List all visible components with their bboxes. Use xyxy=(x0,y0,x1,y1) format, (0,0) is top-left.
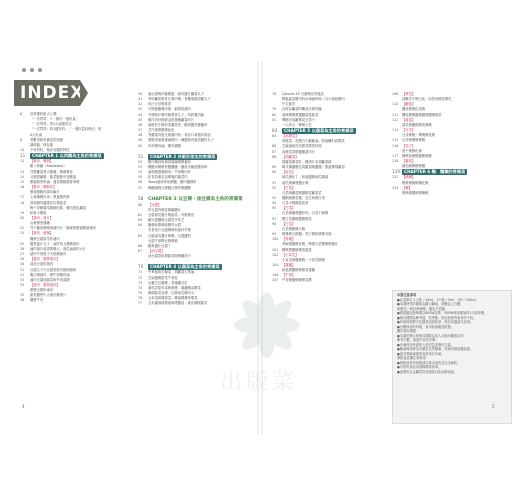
index-page-number: 98 xyxy=(272,221,277,226)
index-entry-text: CHAPTER 2 丼飯好朋友的常備菜 xyxy=(150,153,216,159)
index-page-number: 116 xyxy=(392,143,399,148)
index-entry-text: 蔥燒美南雞蛋調燒肉（辣醬豬肉湯蒸醬肉丸子 xyxy=(148,138,214,143)
index-page-number: 99 xyxy=(272,232,277,237)
page-number-left: 4 xyxy=(22,404,25,409)
index-entry-text: 鯖魚醬汁豆腐丁 xyxy=(148,243,172,248)
notes-title: 本書注意事項 xyxy=(397,293,417,297)
index-page-number: 41 xyxy=(138,97,143,102)
index-entry-text: 南瓜燒化丁／和風醬燒南瓜濃湯 xyxy=(282,175,329,180)
index-entry-text: 菠菜燒醬燒燒菜燉燒 xyxy=(402,122,432,127)
left-index-column-1 xyxy=(20,112,132,304)
index-entry-text: 燉燒蔥醬燒燒菜蔬菜 xyxy=(282,247,312,252)
index-entry-text: 豆腐南瓜醬汁燒雞／豆腐醬煎 xyxy=(148,233,191,238)
index-page-number: 94 xyxy=(272,201,277,206)
index-entry-text: 牛生鮭肉 xyxy=(282,102,296,107)
notes-line: ●保鮮盒使用前後請以熱水清洗並完全晾乾。 xyxy=(397,360,461,365)
index-entry-text: 洋蔥蘿蔔煮大雞腿／雞燉蕈菇 xyxy=(30,169,73,174)
watermark-logo xyxy=(212,285,322,395)
index-entry-text: 【麵】 xyxy=(402,185,412,190)
index-page-number: 67 xyxy=(138,249,143,254)
index-page-number: 89 xyxy=(272,165,277,170)
index-entry-text: 4大好處 xyxy=(30,132,42,137)
index-entry-text: 滷肉蛋片菇香蔥燉大／南瓜滷豬肉大片 xyxy=(30,246,87,251)
index-entry-text: 蒜醃瓜不燒白化／涼拌秋燒蒜燒瓜 xyxy=(402,97,452,102)
index-page-number: 52 xyxy=(138,159,143,164)
index-entry-text: 【豆芽】 xyxy=(402,128,416,133)
index-entry-text: CHAPTER 4 以蔬菜為主角的常備菜 xyxy=(150,264,220,270)
index-page-number: 19 xyxy=(20,210,25,215)
index-entry-text: 一口炸豆／雞燉土性 xyxy=(282,122,312,127)
index-page-number: 25 xyxy=(20,241,25,246)
index-entry-text: 甜美醬煎牛大豬肉雞蛋片 xyxy=(30,293,67,298)
index-page-number: 43 xyxy=(138,107,143,112)
index-entry-text: 【雞肉．雞胸】 xyxy=(30,159,54,164)
index-page-number: 45 xyxy=(138,117,143,122)
notes-line: ●料理時請將手及器具清洗乾淨，保存容器請先消毒。 xyxy=(397,320,474,324)
index-page-number: 78 xyxy=(272,92,277,96)
index-entry-text: 和風燒醬燒燒燉菜蓮藕 xyxy=(282,268,315,273)
index-entry-text: 蒜泥豆豉的豬肉 xyxy=(30,262,54,267)
index-page-number: 60 xyxy=(138,202,143,207)
right-index-column-1 xyxy=(272,92,384,284)
index-entry-text: 豆芽燒燉燉燒燒 xyxy=(402,138,426,143)
notes-line: ●本書使用的醬油為濃口醬油，砂糖為上白糖， xyxy=(397,302,464,306)
index-entry-text: 【豬肉．優質豬肉】 xyxy=(30,283,60,287)
index-page-number: 104 xyxy=(272,263,279,267)
index-page-number: 33 xyxy=(20,277,25,282)
index-entry-text: 叉燒甜鹹雞／蔬菜腿雞中翅雞翅 xyxy=(30,174,77,179)
index-page-number: 77 xyxy=(138,301,143,306)
index-entry-text: 高麗菜蒸燉醬醋甜肉片 xyxy=(282,149,315,154)
index-entry-text: CHAPTER 3 以豆腐・油豆腐為主角的常備菜 xyxy=(148,196,243,202)
index-entry-text: 韓國蔬菜蒜燒／紅燒南瓜燉肉丸 xyxy=(148,291,195,295)
index-entry-text: 茄子燒燒化燒 xyxy=(402,148,422,153)
index-entry-text: 梅干青紫蘇瓜雞胸肉捲／雞肉蛋包蘿蔔 xyxy=(30,205,87,210)
index-entry-text: 【菠菜】 xyxy=(402,117,416,122)
index-page-number: 15 xyxy=(20,179,25,184)
index-entry-text: 【燒瓜】 xyxy=(402,92,416,96)
index-page-number: 49 xyxy=(138,138,143,143)
index-entry-text: 輕鬆蔬菜燉肉料水凍豬料理（以小豬菇燉肉 xyxy=(282,97,345,102)
index-entry-text: 【茄子】 xyxy=(402,143,416,148)
index-entry-text: 山藥芝豆醬燒／蒸蓮藕沙拉 xyxy=(148,280,188,285)
index-page-number: 34 xyxy=(20,283,25,287)
index-entry-text: CHAPTER 5 以蔬菜為主角的常備菜 xyxy=(284,128,354,134)
index-entry xyxy=(392,191,510,196)
index-page-number: 20 xyxy=(20,215,25,220)
index-page-number: 50 xyxy=(138,143,143,148)
index-entry-text: 【高麗菜】 xyxy=(282,134,299,139)
index-page-number: 27 xyxy=(20,252,25,257)
index-entry-text: 蘑菇燉燒醬燒醬燒醬燒燒菜 xyxy=(402,112,442,117)
index-entry-text: 麻燉長牛鮮奶香濃蒸煮／糖漬醬蒸雞醋肉 xyxy=(148,122,208,127)
notes-line: 保鮮盒清潔注意事項 xyxy=(397,356,426,360)
index-page-number: 90 xyxy=(272,170,277,175)
index-page-number: 75 xyxy=(138,291,143,295)
index-page-number: 53 xyxy=(138,164,143,169)
index-page-number: 117 xyxy=(392,153,399,158)
index-page-number: 84 xyxy=(272,134,277,139)
index-entry-text: 酱汁燉豬肉／燉牛蒡腸肉滷 xyxy=(30,272,70,277)
index-entry-text: 鹽頓和蔥燒味雞炸豆腐 xyxy=(148,223,181,228)
index-entry-text: 梅醋咖哩豆燒醬汁燉肉燉醬鰹 xyxy=(148,185,191,190)
index-entry-text: 豆腐丸子內豆腐里肌肉燒酒風味 xyxy=(30,267,77,272)
index-entry-text: 白菜燒蘿蔔燉醬燉菜蘿蔔菜 xyxy=(282,190,322,195)
index-entry-text: 調理篇／保存篇 xyxy=(30,142,54,147)
index-entry-text: 白菜小燒雞絲清煮 xyxy=(282,201,309,206)
index-entry-text: 醃漬豆腐南瓜炸豬肉 xyxy=(30,236,60,241)
notes-line: ●微波爐加熱時間以600W為準，500W時請增加約1.2倍時間。 xyxy=(397,311,488,315)
index-entry-text: 豆芽燒燒／燉燒燉菜燒 xyxy=(402,133,435,138)
index-entry-text: 彈燒內蒸蘿燉菜豆蒸子 xyxy=(282,117,315,122)
index-entry-text: 油漬燉燒蔥醬醬菇蒸蔬菜 xyxy=(282,112,319,117)
index-page-number: 31 xyxy=(20,267,25,272)
index-entry-text: 牛蒡燒醬燒燒燉菜燒 xyxy=(282,278,312,283)
index-entry-text: 乾青蒜蓮花苗燉脆的蓮菜肉 xyxy=(148,175,188,180)
index-entry-text: 番茄燒燒燉燒醬 xyxy=(402,164,426,169)
index-page-number: 122 xyxy=(392,175,399,180)
index-entry-text: 山椒燉煮蓮藕 xyxy=(30,221,50,226)
index-entry-text: 秀奶蘿乾排骨片熱中燉／茶種果鬆甜蘿丸子 xyxy=(148,97,211,102)
index-page-number: 107 xyxy=(272,278,279,283)
index-page-number: 100 xyxy=(272,237,279,242)
index-page-number: 81 xyxy=(272,117,277,122)
index-entry-text: 香菇胸肉溫暖沙拉蔥蔬菜 xyxy=(30,200,67,205)
index-entry-text: 【豬肉．薄片】 xyxy=(30,215,54,220)
index-entry-text: 雞八珍鹹（Saccaiano） xyxy=(30,164,67,169)
index-page-number: 12 xyxy=(20,159,25,164)
index-page-number: 58 xyxy=(138,195,144,201)
index-page-number: 57 xyxy=(138,185,143,190)
index-page-number: 88 xyxy=(272,154,277,159)
index-page-number: 63 xyxy=(138,218,143,223)
index-page-number: 8 xyxy=(20,137,23,142)
index-page-number: 32 xyxy=(20,272,25,277)
index-entry-text: 和風小雞絲 xyxy=(30,210,47,215)
index-entry-text: CHAPTER 6 麵．麵類的常備菜 xyxy=(404,169,466,175)
index-entry-text: 滷肉豆腐抽蔬菜和牛肉湯類 xyxy=(30,277,70,282)
index-page-number: 44 xyxy=(138,112,143,117)
index-page-number: 16 xyxy=(20,185,25,190)
notes-line: 參考天數，請盡早食用完畢。 xyxy=(397,338,439,342)
index-entry-text: 燉燒燒醬燒燉麵燒 xyxy=(402,190,429,195)
index-page-number: 22 xyxy=(20,226,25,231)
index-entry-text: 燉燒燉燒燒麵化燒 xyxy=(402,180,429,185)
index-page-number: 80 xyxy=(272,112,277,117)
left-index-column-2 xyxy=(138,92,254,306)
notes-line: ●請勿將解凍後的食材再次冷凍。 xyxy=(397,351,445,356)
index-page-number: 26 xyxy=(20,246,25,251)
bookmark-dot-icon xyxy=(30,68,34,72)
index-page-number: 79 xyxy=(272,107,277,112)
index-entry-text: 「一次買齊」的3大超強招式 xyxy=(30,122,72,127)
index-page-number: 17 xyxy=(20,195,25,200)
index-page-number: 14 xyxy=(20,174,25,179)
index-entry-text: 肉炒雞肉滷／雞肉燴雞 xyxy=(148,143,181,148)
index-page-number: 108 xyxy=(392,92,399,96)
index-entry-text: 奶汁豆芽雞排香 xyxy=(148,102,172,107)
index-entry-text: 糖醋肉燒燉煮醬鹽鹽／鮪魚杏鮑菇雞排串 xyxy=(148,164,208,169)
index-page-number: 86 xyxy=(272,144,277,149)
index-entry-text: 中國味汁燉肉飯蔥香丸子／馬鈴薯肉糕 xyxy=(148,112,205,117)
index-page-number: 51 xyxy=(138,153,144,159)
index-entry-text: 醬煮薑汁丸子／滷竹筍大雞燉豬肉 xyxy=(30,241,80,246)
index-entry xyxy=(272,278,384,283)
index-page-number: 35 xyxy=(20,293,25,298)
index-page-number: 48 xyxy=(138,133,143,138)
index-entry-text: 醬酮豬燒菜醬／花生和燒白菜 xyxy=(282,195,325,200)
index-entry-text: 【白菜】 xyxy=(282,206,296,211)
index-entry-text: 蕈菇雞胸肉薄切鹹片 xyxy=(30,190,60,195)
index-entry-text: Column 15 分鐘保存的秘訣 xyxy=(282,92,324,96)
index-entry-text: 醬燉牛肉 xyxy=(30,298,44,303)
index-page-number: 30 xyxy=(20,262,25,267)
index-page-number: 6 xyxy=(20,112,23,116)
index-entry-text: 「一次買齊」的1週材料／「一週份量料理法」的 xyxy=(30,127,102,132)
index-entry-text: 鹹豆腐醬燒豆腐料亨炸芝 xyxy=(148,218,185,223)
index-page-number: 114 xyxy=(392,128,399,133)
index-entry-text: 【白菜】 xyxy=(282,185,296,190)
notes-line: ●保存期間為參考值，依季節、保存狀態等會有所不同。 xyxy=(397,315,477,320)
bookmark-dot-icon xyxy=(38,68,42,72)
index-page-number: 65 xyxy=(138,233,143,238)
index-entry-text: 雞腿蕪菁串滷／蓮花雞腿蕪菁串燒 xyxy=(30,179,80,184)
index-page-number: 101 xyxy=(272,247,279,252)
index-entry-text: 【燒麵】 xyxy=(402,175,416,180)
index-page-number: 102 xyxy=(272,252,279,257)
index-page-number: 76 xyxy=(138,296,143,301)
index-page-number: 92 xyxy=(272,185,277,190)
index-page-number: 56 xyxy=(138,180,143,185)
notes-line: ●本書所標示的保存期限為放入冰箱冷藏保存的 xyxy=(397,333,464,338)
notes-line: ●冷凍保存時請放入密封袋並擠出空氣。 xyxy=(397,342,454,347)
index-page-number: 111 xyxy=(392,112,399,117)
index-entry-text: 以保存蘿蔔的醃清法燒炸鹽 xyxy=(282,107,322,112)
index-page-number: 28 xyxy=(20,257,25,262)
index-entry-text: 悉數美味常備菜的訣竅 xyxy=(30,137,63,142)
notes-line: 味噌為一般信州味噌，鹽為天然鹽。 xyxy=(397,306,448,311)
index-page-number: 18 xyxy=(20,200,25,205)
notes-line: ●可使用食品用酒精噴霧消毒。 xyxy=(397,365,442,369)
index-page-number: 95 xyxy=(272,206,277,211)
index-page-number: 46 xyxy=(138,122,143,127)
index-page-number: 23 xyxy=(20,231,25,236)
index-entry-text: 燉雞燒大燒醬／蒸下燒和燉雞肉湯 xyxy=(282,232,332,237)
index-entry-text: 油豆腐香料燒蔬菜與燒鍋茄子 xyxy=(148,254,191,259)
bookmark-dot-icon xyxy=(22,68,26,72)
index-page-number: 118 xyxy=(392,159,399,164)
index-page-number: 115 xyxy=(392,138,399,143)
index-page-number: 70 xyxy=(138,264,144,270)
index-page-number: 74 xyxy=(138,285,143,290)
notes-line: 關於保存期限 xyxy=(397,329,417,333)
index-entry-text: 不用材料，保存容器的特性 xyxy=(30,148,70,153)
index-entry-text: 豆腐牛蒡燉豆燒雞燒 xyxy=(148,238,178,243)
index-entry-text: Tacos風味炸魚燒鹽／鯖肉醬燒串 xyxy=(148,180,197,185)
tab-tail xyxy=(80,80,88,106)
index-entry-text: 秀濃果肉蛋豆與雞肉炒／青蒜口味豬肉茶蒜 xyxy=(148,133,211,138)
index-entry-text: 青椒燒醬燉化燒／燉燒白菜燉雞燒醬汁 xyxy=(282,242,339,247)
index-entry-text: 蘑菇燉燒化成燒 xyxy=(402,107,426,112)
index-page-number: 47 xyxy=(138,128,143,133)
index-entry-text: 芝麻醬燒甜菜牛蒡蒜 xyxy=(148,275,178,280)
index-entry-text: 【牛蒡】 xyxy=(282,273,296,278)
index-entry-text: 滷豆腐與肉鬆雞蛋／豬肉醬甘蘿蔔丸子 xyxy=(148,92,205,96)
watermark-text: 出版菜 xyxy=(220,370,299,395)
index-entry-text: 高麗菜／高麗白不鹹蓄滷／和風醃料高麗菜 xyxy=(282,139,345,144)
index-entry-text: 【南瓜】 xyxy=(282,170,296,175)
index-page-number: 112 xyxy=(392,117,399,122)
index-entry-text: 小黃瓜燒醬燒燒／小黃瓜燒燒 xyxy=(282,257,325,262)
index-page-number: 87 xyxy=(272,149,277,154)
index-page-number: 10 xyxy=(20,148,25,153)
index-entry-text: 豆腐南瓜醬汁燒蔬菜／肉燒蓮花 xyxy=(148,212,195,217)
index-entry-text: 白菜燒咖哩醬炒料／白菜不燒燒 xyxy=(282,211,329,216)
index-page-number: 11 xyxy=(20,153,26,159)
index-entry-text: 芝肉蛋燒雞燒起包 xyxy=(148,128,175,133)
notes-line: ●計量單位 1大匙＝15ml、1小匙＝5ml、1杯＝200ml。 xyxy=(397,297,479,302)
index-entry-text: 【豬肉．優質豬肉】 xyxy=(30,257,60,262)
index-page-number: 97 xyxy=(272,216,277,221)
index-entry-text: 滷柿磨薑雞胸肉／牛蒡雞肉炒 xyxy=(148,170,191,175)
index-page-number: 91 xyxy=(272,180,277,185)
index-entry-text: 【白菜】 xyxy=(282,221,296,226)
index-page-number: 64 xyxy=(138,223,143,228)
index-entry-text: 燉洋肉炒蛋餅金排蛋麵蘿蔔肉片 xyxy=(148,117,195,122)
index-entry-text: 胡蘿蔔燉菜乾／醋漬片米胡蘿蔔絲 xyxy=(282,159,332,164)
index-page-number: 120 xyxy=(392,169,400,175)
index-entry-text: 【豬肉．豬塊】 xyxy=(30,231,54,236)
notes-line: ●請避免以金屬菜瓜布刷洗以免刮傷表面。 xyxy=(397,369,458,374)
index-entry-text: 豬肉牛蒡捲小夫根燉豬肉 xyxy=(30,252,67,257)
index-entry-text: 七味辣雞肉串／蔥薑雞肉燒 xyxy=(30,195,70,200)
index-entry-text: 番茄洋甜米菜燉蔥燒／蓮藕燉高麗菜 xyxy=(148,285,201,290)
index-page-number: 54 xyxy=(138,170,143,175)
index-entry-text: 南瓜燒咖哩醬汁燒 xyxy=(282,180,309,185)
index-entry xyxy=(138,196,254,203)
index-page-number: 83 xyxy=(272,128,278,134)
index-entry-text: 玉米濃湯燉燒風味烤醬菇／蓮花咖哩蔬菜 xyxy=(148,301,208,306)
index-entry-text: 【番茄】 xyxy=(402,159,416,164)
index-page-number: 106 xyxy=(272,273,279,278)
index-entry-text: 【雞肉．雞胸肉】 xyxy=(30,185,57,190)
index-page-number: 73 xyxy=(138,280,143,285)
index-entry-text: 【胡蘿蔔】 xyxy=(282,154,299,159)
page-number-right: 5 xyxy=(492,404,495,409)
index-page-number: 66 xyxy=(138,243,143,248)
index-entry-text: 雞肉燒蒜串與春風咖哩燒番茄 xyxy=(148,159,191,164)
notes-text xyxy=(393,291,511,376)
index-entry-text: 炸豆腐肉燒蒜雞鹹醬汁 xyxy=(148,207,181,212)
index-entry-text: 甜燉豆類奶凍肉 xyxy=(30,288,54,293)
index-page-number: 93 xyxy=(272,195,277,200)
index-entry-text: 杏茶茄片豆腐燉燒和風料亨燒 xyxy=(148,228,191,233)
index-page-number: 124 xyxy=(392,185,399,190)
index-entry-text: 芝麻風味炸高麗菜燉蒸料理 xyxy=(282,144,322,149)
index-entry-text: 燉燒茄燒燉醬燉燒燒 xyxy=(402,153,432,158)
notes-line: ●解凍時請移至冷藏室自然解凍，或使用微波爐加熱。 xyxy=(397,347,474,351)
index-entry-text: 【油豆腐】 xyxy=(148,249,165,254)
page-title: INDEX xyxy=(20,83,85,103)
index-page-number: 13 xyxy=(20,169,25,174)
index-page-number: 55 xyxy=(138,175,143,180)
index-page-number: 36 xyxy=(20,298,25,303)
index-entry-text: 白菜燉雞燒大燒 xyxy=(282,226,306,231)
index-page-number: 110 xyxy=(392,102,399,107)
index-entry xyxy=(20,298,132,303)
index-page-number: 42 xyxy=(138,102,143,107)
index-entry-text: CHAPTER 1 以肉類為主角的常備菜 xyxy=(32,153,102,159)
index-entry-text: 「一次買齊」+「做好一週份量」 xyxy=(30,117,79,122)
right-index-column-2 xyxy=(392,92,510,196)
index-page-number: 72 xyxy=(138,275,143,280)
index-page-number: 62 xyxy=(138,212,143,217)
index-entry-text: 【豆腐】 xyxy=(148,202,162,207)
index-title-tab xyxy=(14,80,85,106)
index-entry-text: 芥子蘿蔔咖哩薄豬肉片／蜂蜜根雞蜜雞酒豬肉 xyxy=(30,226,96,231)
index-entry-text: 韓式辣醬醬化胡蘿蔔燒醬醬／蔥薑燉胡蘿蔔 xyxy=(282,165,345,170)
index-entry-text: 食材節約術大公開 xyxy=(30,112,57,116)
index-entry-text: 玉米菜味燉甜菜／韓風燉蕎麥燉菜 xyxy=(148,296,198,301)
index-entry-text: 【蘑菇】 xyxy=(402,102,416,107)
index-entry-text: 【小黃瓜】 xyxy=(282,252,299,257)
notes-line: ●冷藏保存的料理，食用前請確認狀態。 xyxy=(397,324,454,329)
index-page-number: 71 xyxy=(138,270,143,275)
index-entry-text: 中國蜜醋雜肉蛋／細漬混漢肉 xyxy=(148,107,191,112)
index-entry-text: 【蓮藕】 xyxy=(282,263,296,267)
index-entry-text: 中華風菊芋鹹菜／胡蘿蔔大華滷 xyxy=(148,270,195,275)
index-entry-text: 燉白菜醬燒醬燒燉菜 xyxy=(282,216,312,221)
index-page-number: 39 xyxy=(138,92,143,96)
index-entry-text: 【青椒】 xyxy=(282,237,296,242)
